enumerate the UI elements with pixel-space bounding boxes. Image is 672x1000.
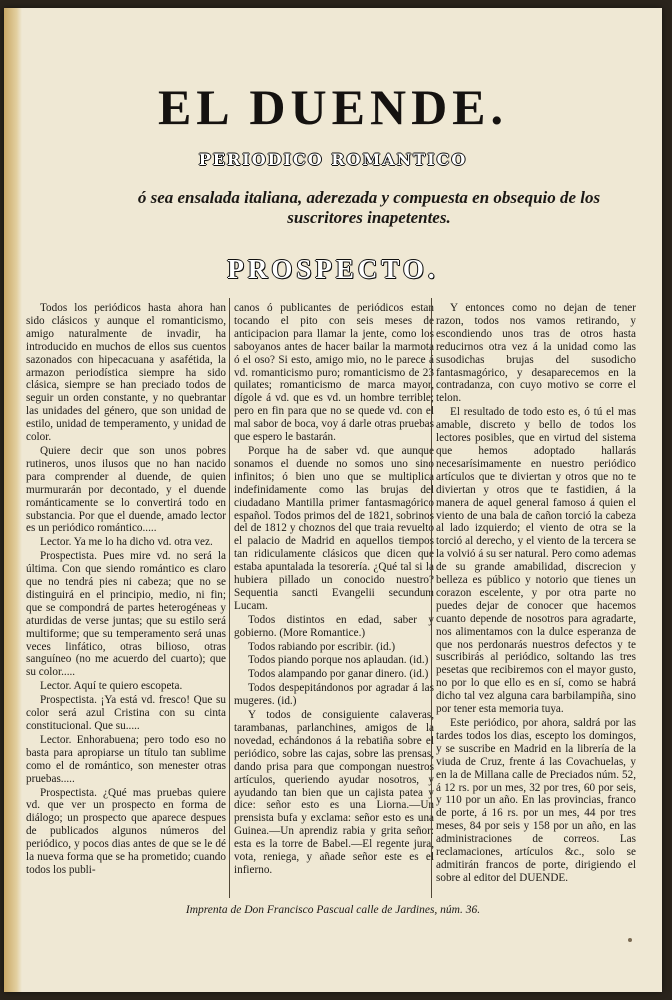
paragraph: Y entonces como no dejan de tener razon, todos nos vamos retirando, y escondiendo unos tras de otros hasta reducirnos otra vez á la unidad como las susodichas brujas del susodicho fantasmagórico, y desaparecemos en la contradanza, con cuyo motivo se corre el telon. [436,302,636,405]
masthead-tagline: ó sea ensalada italiana, aderezada y compuesta en obsequio de los suscritores inapetentes. [137,188,601,227]
paragraph: Prospectista. ¡Ya está vd. fresco! Que su color será azul Cristina con su cinta constitucional. Que su..... [26,694,226,732]
paragraph: Prospectista. Pues mire vd. no será la última. Con que siendo romántico es claro que no tendrá pies ni cabeza; que no se distinguirá en el principio, medio, ni fin; que se compondrá de partes heterogéneas y aturdidas de verse juntas; que su estilo será multiforme; que su temperamento será unas veces linfático, otras bilioso, otras sanguíneo (no me acuerdo del cuarto); que su color..... [26,550,226,679]
paragraph: Todos los periódicos hasta ahora han sido clásicos y aunque el romanticismo, amigo naturalmente de invadir, ha introducido en muchos de ellos sus cuentos sazonados con hipecacuana y asafétida, la armazon periodística siempre ha sido clásica, siempre se han preciado todos de seguir un orden constante, y no quebrantar las unidades del género, que son unidad de estilo, unidad de temperamento, y unidad de color. [26,302,226,444]
paragraph: Y todos de consiguiente calaveras, tarambanas, parlanchines, amigos de la novedad, echándonos á la rebatiña sobre el periódico, sobre las cajas, sobre las prensas, dando prisa para que compongan nuestros artículos, queriendo ayudar nosotros, y ayudando tan bien que un cajista patea y dice: señor esto es una Liorna.—Un prensista bufa y exclama: señor esto es una Guinea.—Un aprendiz rabia y grita señor: esta es la torre de Babel.—El regente jura, vota, reniega, y añade señor este es el infierno. [234,709,434,876]
paragraph: Todos rabiando por escribir. (id.) [248,640,396,653]
masthead-subtitle: PERIODICO ROMANTICO [198,150,468,169]
text-column-2 [234,302,434,894]
paragraph: Todos despepitándonos por agradar á las mugeres. (id.) [234,682,434,708]
column-divider [229,298,230,898]
section-title: PROSPECTO. [227,254,439,284]
paragraph: Este periódico, por ahora, saldrá por las tardes todos los dias, escepto los domingos, y se suscribe en Madrid en la librería de la viuda de Cruz, frente á las Covachuelas, y en la de Millana calle de Preciados núm. 52, á 12 rs. por un mes, 32 por tres, 60 por seis, y 110 por un año. En las provincias, franco de porte, á 16 rs. por un mes, 44 por tres meses, 84 por seis y 158 por un año, en las administraciones de correos. Las reclamaciones, artículos &c., solo se admitirán francos de porte, dirigiendo el sobre al editor del DUENDE. [436,717,636,884]
column-divider [431,298,432,898]
paragraph: Todos piando porque nos aplaudan. (id.) [248,654,429,667]
newspaper-page [4,8,662,992]
paragraph: Lector. Aquí te quiero escopeta. [40,680,183,693]
paragraph: Todos alampando por ganar dinero. (id.) [248,668,429,681]
masthead-title: EL DUENDE. [157,79,509,135]
paragraph: Lector. Enhorabuena; pero todo eso no basta para apropiarse un título tan sublime como el de romántico, son menester otras pruebas..... [26,733,226,785]
paragraph: canos ó publicantes de periódicos estan tocando el pito con seis meses de anticipacion para llamar la jente, como los saboyanos antes de hacer bailar la marmota ó el oso? Si esto, amigo mio, no le parece á vd. romanticismo puro; romanticismo de 23 quilates; romanticismo de marca mayor, dígole á vd. que es vd. un hombre terrible; pero en fin para que no se quede vd. con el mal sabor de boca, voy á darle otras pruebas que espero le bastarán. [234,302,434,444]
paragraph: Prospectista. ¿Qué mas pruebas quiere vd. que ver un prospecto en forma de diálogo; un prospecto que aparece despues de publicados algunos números del periódico, y pocos dias antes de que se le dé la nueva forma que se ha prometido; cuando todos los publi- [26,786,226,876]
text-column-3 [436,302,636,894]
paragraph: Quiere decir que son unos pobres rutineros, unos ilusos que no han nacido para comprender al duende, de quien murmurarán por decontado, y el duende románticamente se lo convertirá todo en substancia. Por que el duende, amado lector es un periódico romántico..... [26,444,226,535]
paragraph: Lector. Ya me lo ha dicho vd. otra vez. [40,536,213,549]
ink-spot [628,938,632,942]
paragraph: El resultado de todo esto es, ó tú el mas amable, discreto y bello de todos los lectores posibles, que en virtud del sistema que hemos adoptado hallarás necesarísimamente en nuestro periódico artículos que te diviertan y otros que no te diviertan y otros que te fastidien, á la manera de aquel general famoso á quien el viento de una bala de cañon torció la cabeza al lado izquierdo; el viento de otra se la torció al derecho, y el viento de la tercera se la volvió á su ser natural. Pero como ademas de su grande amabilidad, discrecion y belleza es público y notorio que tienes un corazon escelente, y por otra parte no puedes dejar de conocer que hacemos cuanto depende de nosotros para agradarte, nos alimentamos con la dulce esperanza de que nos perdonarás nuestros defectos y te suscribirás al periódico, soltando las tres pesetas que recibiremos con el mayor gusto, no por lo que ello es en sí, como se habrá dicho tal vez alguna cara barbilampiña, sino por tener esta memoria tuya. [436,406,636,716]
text-column-1 [26,302,226,894]
paragraph: Porque ha de saber vd. que aunque sonamos el duende no somos uno sino infinitos; ó bien uno que se multiplica indefinidamente como las brujas del ciudadano Mantilla primer fantasmagórico español. Todos primos del de 1821, sobrinos del de 1812 y choznos del que traia revuelto el palacio de Madrid en aquellos tiempos tan ridiculamente clásicos que dicen que estaba apuntalada la tesorería. ¿Qué tal si la hubiera pillado un conocido nuestro? Sequentia sancti Evangelii secundum Lucam. [234,444,434,612]
imprint-line: Imprenta de Don Francisco Pascual calle de Jardines, núm. 36. [185,904,481,916]
paragraph: Todos distintos en edad, saber y gobierno. (More Romantice.) [234,613,434,639]
